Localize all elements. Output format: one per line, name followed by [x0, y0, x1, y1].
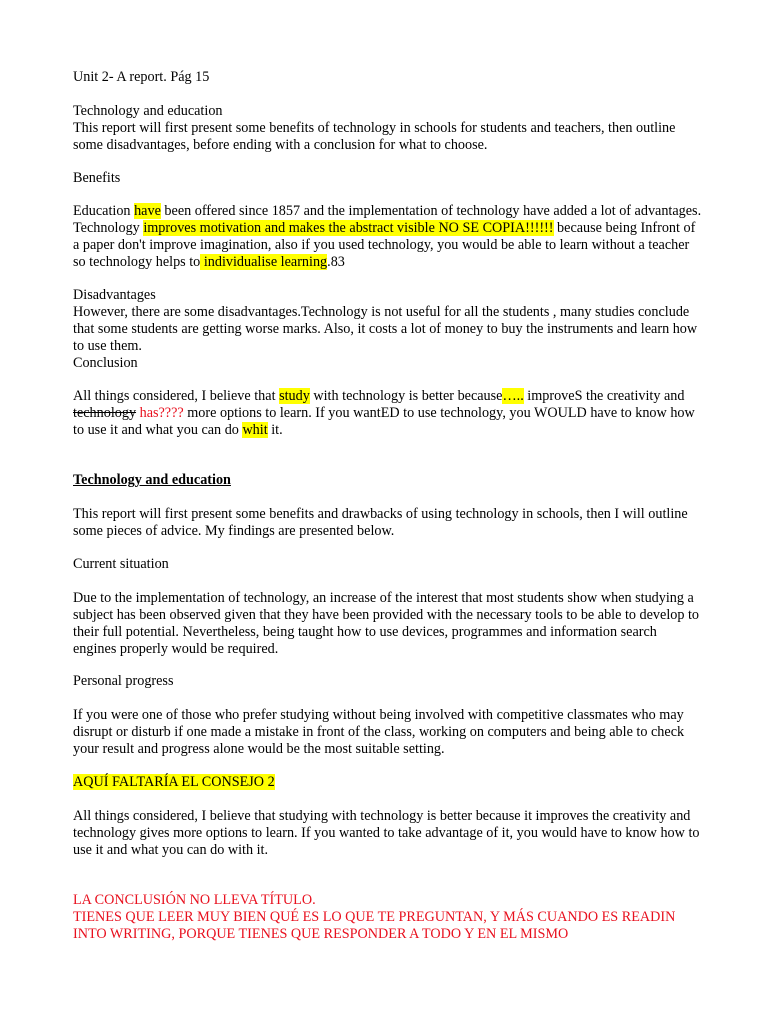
- personal-progress-paragraph: If you were one of those who prefer studying without being involved with competitive classmates who may disrupt or disturb if one made a mistake in front of the class, working on computers and being able to check your result and progress alone would be the most suitable setting.: [73, 707, 685, 757]
- highlight-mark: AQUÍ FALTARÍA EL CONSEJO 2: [73, 774, 275, 790]
- strikethrough-word: technology: [73, 405, 137, 421]
- personal-progress-heading: Personal progress: [73, 673, 174, 689]
- highlight-mark: …..: [502, 388, 524, 404]
- highlight-mark: study: [279, 388, 310, 404]
- benefits-heading: Benefits: [73, 170, 121, 186]
- draft1-title: Technology and education: [73, 103, 223, 119]
- disadvantages-heading: Disadvantages: [73, 287, 156, 303]
- conclusion-heading: Conclusion: [73, 355, 138, 371]
- highlight-mark: whit: [242, 422, 268, 438]
- draft2-conclusion-paragraph: All things considered, I believe that studying with technology is better because it improves the creativity and technology gives more options to learn. If you wanted to take advantage of it, you would have to know how to use it and what you can do with it.: [73, 808, 700, 858]
- teacher-note-2: TIENES QUE LEER MUY BIEN QUÉ ES LO QUE TE PREGUNTAN, Y MÁS CUANDO ES READIN INTO WRITING, PORQUE TIENES QUE RESPONDER A TODO Y EN EL MISMO: [73, 909, 676, 942]
- disadvantages-paragraph: However, there are some disadvantages.Technology is not useful for all the students , many studies conclude that some students are getting worse marks. Also, it costs a lot of money to buy the instruments and learn how to use them.: [73, 304, 698, 354]
- highlight-mark: have: [134, 203, 161, 219]
- teacher-note-1: LA CONCLUSIÓN NO LLEVA TÍTULO.: [73, 892, 316, 908]
- draft1-conclusion-paragraph: All things considered, I believe that study with technology is better because….. improveS the creativity and technology has???? more options to learn. If you wantED to use technology, you WOULD have to know how to use it and what you can do whit it.: [73, 388, 695, 438]
- current-situation-heading: Current situation: [73, 556, 169, 572]
- draft2-title: Technology and education: [73, 472, 231, 488]
- current-situation-paragraph: Due to the implementation of technology, an increase of the interest that most students show when studying a subject has been observed given that they have been provided with the necessary tools to be able to develop to their full potential. Nevertheless, being taught how to use devices, programmes and information search engines properly would be required.: [73, 590, 700, 657]
- draft1-intro-paragraph: This report will first present some benefits of technology in schools for students and teachers, then outline some disadvantages, before ending with a conclusion for what to choose.: [73, 120, 676, 153]
- highlight-mark: individualise learning: [200, 254, 328, 270]
- document-heading: Unit 2- A report. Pág 15: [73, 69, 210, 85]
- teacher-correction: has????: [139, 405, 184, 421]
- highlight-mark: improves motivation and makes the abstract visible NO SE COPIA!!!!!!: [143, 220, 554, 236]
- advice-note: [73, 774, 703, 791]
- draft2-intro-paragraph: This report will first present some benefits and drawbacks of using technology in schools, then I will outline some pieces of advice. My findings are presented below.: [73, 506, 688, 539]
- benefits-paragraph: Education have been offered since 1857 and the implementation of technology have added a lot of advantages. Technology improves motivation and makes the abstract visible NO SE COPIA!!!!!! because being Infront of a paper don't improve imagination, also if you used technology, you would be able to learn without a teacher so technology helps to individualise learning.83: [73, 203, 702, 270]
